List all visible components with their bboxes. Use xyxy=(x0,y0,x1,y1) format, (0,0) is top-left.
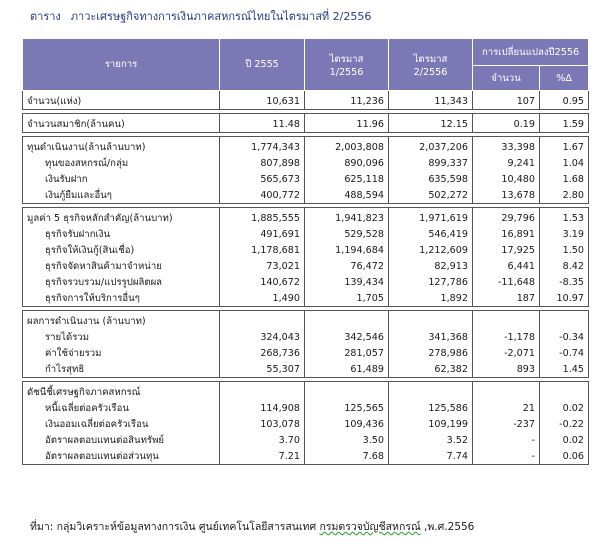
source-org: กรมตรวจบัญชีสหกรณ์ xyxy=(319,521,421,533)
value-q1-2556: 7.68 xyxy=(305,448,389,465)
change-amount: - xyxy=(473,448,540,465)
caption-label: ตาราง xyxy=(30,10,61,23)
value-q2-2556 xyxy=(389,311,473,330)
value-q1-2556: 1,705 xyxy=(305,290,389,307)
table-row xyxy=(23,114,589,133)
value-q2-2556: 341,368 xyxy=(389,329,473,345)
value-2555: 55,307 xyxy=(220,361,305,378)
row-label: จำนวนสมาชิก(ล้านคน) xyxy=(23,114,220,133)
change-pct: -8.35 xyxy=(540,274,589,290)
value-q1-2556: 139,434 xyxy=(305,274,389,290)
value-2555: 73,021 xyxy=(220,258,305,274)
row-label: อัตราผลตอบแทนต่อสินทรัพย์ xyxy=(23,432,220,448)
change-pct: 1.04 xyxy=(540,155,589,171)
value-q1-2556: 281,057 xyxy=(305,345,389,361)
change-pct: 2.80 xyxy=(540,187,589,204)
change-amount: 17,925 xyxy=(473,242,540,258)
change-amount: 16,891 xyxy=(473,226,540,242)
value-q2-2556 xyxy=(389,382,473,401)
value-2555: 565,673 xyxy=(220,171,305,187)
row-label: เงินออมเฉลี่ยต่อครัวเรือน xyxy=(23,416,220,432)
change-amount: -237 xyxy=(473,416,540,432)
value-q1-2556: 342,546 xyxy=(305,329,389,345)
change-amount xyxy=(473,311,540,330)
change-pct: 1.53 xyxy=(540,208,589,227)
value-q1-2556: 2,003,808 xyxy=(305,137,389,156)
table-row xyxy=(23,274,589,290)
row-label: ผลการดำเนินงาน (ล้านบาท) xyxy=(23,311,220,330)
change-pct: 8.42 xyxy=(540,258,589,274)
change-pct: 1.45 xyxy=(540,361,589,378)
value-q1-2556 xyxy=(305,311,389,330)
table-row xyxy=(23,416,589,432)
change-pct: -0.74 xyxy=(540,345,589,361)
value-2555: 324,043 xyxy=(220,329,305,345)
value-q2-2556: 62,382 xyxy=(389,361,473,378)
row-label: ธุรกิจการให้บริการอื่นๆ xyxy=(23,290,220,307)
source-prefix: ที่มา: กลุ่มวิเคราะห์ข้อมูลทางการเงิน ศูนย์เทคโนโลยีสารสนเทศ xyxy=(30,521,317,533)
change-pct: -0.22 xyxy=(540,416,589,432)
value-q2-2556: 127,786 xyxy=(389,274,473,290)
value-2555: 103,078 xyxy=(220,416,305,432)
value-q1-2556: 529,528 xyxy=(305,226,389,242)
row-label: ทุนดำเนินงาน(ล้านล้านบาท) xyxy=(23,137,220,156)
table-row xyxy=(23,187,589,204)
header-amount: จำนวน xyxy=(473,66,540,91)
value-q1-2556: 488,594 xyxy=(305,187,389,204)
change-pct: 1.68 xyxy=(540,171,589,187)
table-row xyxy=(23,258,589,274)
change-amount: 29,796 xyxy=(473,208,540,227)
change-pct: 0.95 xyxy=(540,91,589,110)
row-label: กำไรสุทธิ xyxy=(23,361,220,378)
row-label: ดัชนีชี้เศรษฐกิจภาคสหกรณ์ xyxy=(23,382,220,401)
table-row xyxy=(23,361,589,378)
table-row xyxy=(23,91,589,110)
table-body xyxy=(23,91,589,465)
row-label: จำนวน(แห่ง) xyxy=(23,91,220,110)
value-2555: 10,631 xyxy=(220,91,305,110)
row-label: รายได้รวม xyxy=(23,329,220,345)
change-pct: 1.50 xyxy=(540,242,589,258)
header-q2: ไตรมาส 2/2556 xyxy=(389,39,473,91)
value-q2-2556: 11,343 xyxy=(389,91,473,110)
change-pct xyxy=(540,311,589,330)
value-q1-2556 xyxy=(305,382,389,401)
value-q2-2556: 546,419 xyxy=(389,226,473,242)
table-row xyxy=(23,137,589,156)
change-amount xyxy=(473,382,540,401)
table-row xyxy=(23,242,589,258)
change-amount: 187 xyxy=(473,290,540,307)
change-amount: 6,441 xyxy=(473,258,540,274)
value-q1-2556: 125,565 xyxy=(305,400,389,416)
value-q2-2556: 502,272 xyxy=(389,187,473,204)
value-q2-2556: 125,586 xyxy=(389,400,473,416)
table-caption xyxy=(30,7,381,25)
value-q2-2556: 7.74 xyxy=(389,448,473,465)
table-row xyxy=(23,400,589,416)
value-2555 xyxy=(220,382,305,401)
change-amount: 0.19 xyxy=(473,114,540,133)
value-q2-2556: 82,913 xyxy=(389,258,473,274)
change-pct: 0.02 xyxy=(540,400,589,416)
value-2555: 807,898 xyxy=(220,155,305,171)
header-change: การเปลี่ยนแปลงปี2556 xyxy=(473,39,589,66)
value-2555: 1,490 xyxy=(220,290,305,307)
header-item: รายการ xyxy=(23,39,220,91)
change-amount: -1,178 xyxy=(473,329,540,345)
table-header xyxy=(23,39,589,91)
source-suffix: ,พ.ศ.2556 xyxy=(420,521,475,533)
header-pct: %∆ xyxy=(540,66,589,91)
table-row xyxy=(23,345,589,361)
value-2555: 140,672 xyxy=(220,274,305,290)
change-amount: 10,480 xyxy=(473,171,540,187)
value-q2-2556: 899,337 xyxy=(389,155,473,171)
value-q2-2556: 109,199 xyxy=(389,416,473,432)
change-amount: 33,398 xyxy=(473,137,540,156)
change-amount: -11,648 xyxy=(473,274,540,290)
row-label: ธุรกิจให้เงินกู้(สินเชื่อ) xyxy=(23,242,220,258)
header-2555: ปี 2555 xyxy=(220,39,305,91)
change-amount: 13,678 xyxy=(473,187,540,204)
change-amount: 893 xyxy=(473,361,540,378)
value-2555: 1,774,343 xyxy=(220,137,305,156)
value-q2-2556: 3.52 xyxy=(389,432,473,448)
change-pct: 0.06 xyxy=(540,448,589,465)
change-pct: 0.02 xyxy=(540,432,589,448)
value-q2-2556: 2,037,206 xyxy=(389,137,473,156)
row-label: อัตราผลตอบแทนต่อส่วนทุน xyxy=(23,448,220,465)
row-label: ค่าใช้จ่ายรวม xyxy=(23,345,220,361)
value-2555: 3.70 xyxy=(220,432,305,448)
value-q1-2556: 3.50 xyxy=(305,432,389,448)
value-q1-2556: 1,194,684 xyxy=(305,242,389,258)
change-amount: -2,071 xyxy=(473,345,540,361)
value-2555: 400,772 xyxy=(220,187,305,204)
table-row xyxy=(23,155,589,171)
value-q1-2556: 11.96 xyxy=(305,114,389,133)
table-row xyxy=(23,311,589,330)
value-q2-2556: 635,598 xyxy=(389,171,473,187)
table-row xyxy=(23,226,589,242)
row-label: หนี้เฉลี่ยต่อครัวเรือน xyxy=(23,400,220,416)
change-amount: 107 xyxy=(473,91,540,110)
change-amount: - xyxy=(473,432,540,448)
value-2555: 7.21 xyxy=(220,448,305,465)
row-label: ทุนของสหกรณ์/กลุ่ม xyxy=(23,155,220,171)
caption-title: ภาวะเศรษฐกิจทางการเงินภาคสหกรณ์ไทยในไตรมาสที่ 2/2556 xyxy=(70,10,372,23)
value-q2-2556: 12.15 xyxy=(389,114,473,133)
change-amount: 9,241 xyxy=(473,155,540,171)
value-q1-2556: 109,436 xyxy=(305,416,389,432)
table-row xyxy=(23,448,589,465)
table-row xyxy=(23,329,589,345)
row-label: ธุรกิจจัดหาสินค้ามาจำหน่าย xyxy=(23,258,220,274)
header-q1: ไตรมาส 1/2556 xyxy=(305,39,389,91)
table-row xyxy=(23,290,589,307)
value-q1-2556: 625,118 xyxy=(305,171,389,187)
value-q2-2556: 1,971,619 xyxy=(389,208,473,227)
row-label: เงินกู้ยืมและอื่นๆ xyxy=(23,187,220,204)
value-2555: 1,178,681 xyxy=(220,242,305,258)
value-q2-2556: 278,986 xyxy=(389,345,473,361)
table-row xyxy=(23,208,589,227)
value-2555: 114,908 xyxy=(220,400,305,416)
row-label: เงินรับฝาก xyxy=(23,171,220,187)
value-q1-2556: 11,236 xyxy=(305,91,389,110)
value-2555: 1,885,555 xyxy=(220,208,305,227)
change-pct: 3.19 xyxy=(540,226,589,242)
table-row xyxy=(23,171,589,187)
change-pct: 1.67 xyxy=(540,137,589,156)
table-row xyxy=(23,382,589,401)
value-q1-2556: 76,472 xyxy=(305,258,389,274)
row-label: ธุรกิจรวบรวม/แปรรูปผลิตผล xyxy=(23,274,220,290)
value-q2-2556: 1,892 xyxy=(389,290,473,307)
value-2555 xyxy=(220,311,305,330)
change-pct: 10.97 xyxy=(540,290,589,307)
change-amount: 21 xyxy=(473,400,540,416)
value-2555: 11.48 xyxy=(220,114,305,133)
value-2555: 491,691 xyxy=(220,226,305,242)
table-row xyxy=(23,432,589,448)
value-q2-2556: 1,212,609 xyxy=(389,242,473,258)
source-note xyxy=(30,518,474,535)
change-pct xyxy=(540,382,589,401)
change-pct: 1.59 xyxy=(540,114,589,133)
value-2555: 268,736 xyxy=(220,345,305,361)
change-pct: -0.34 xyxy=(540,329,589,345)
value-q1-2556: 890,096 xyxy=(305,155,389,171)
row-label: ธุรกิจรับฝากเงิน xyxy=(23,226,220,242)
value-q1-2556: 61,489 xyxy=(305,361,389,378)
value-q1-2556: 1,941,823 xyxy=(305,208,389,227)
row-label: มูลค่า 5 ธุรกิจหลักสำคัญ(ล้านบาท) xyxy=(23,208,220,227)
cooperative-economy-table xyxy=(22,38,589,465)
